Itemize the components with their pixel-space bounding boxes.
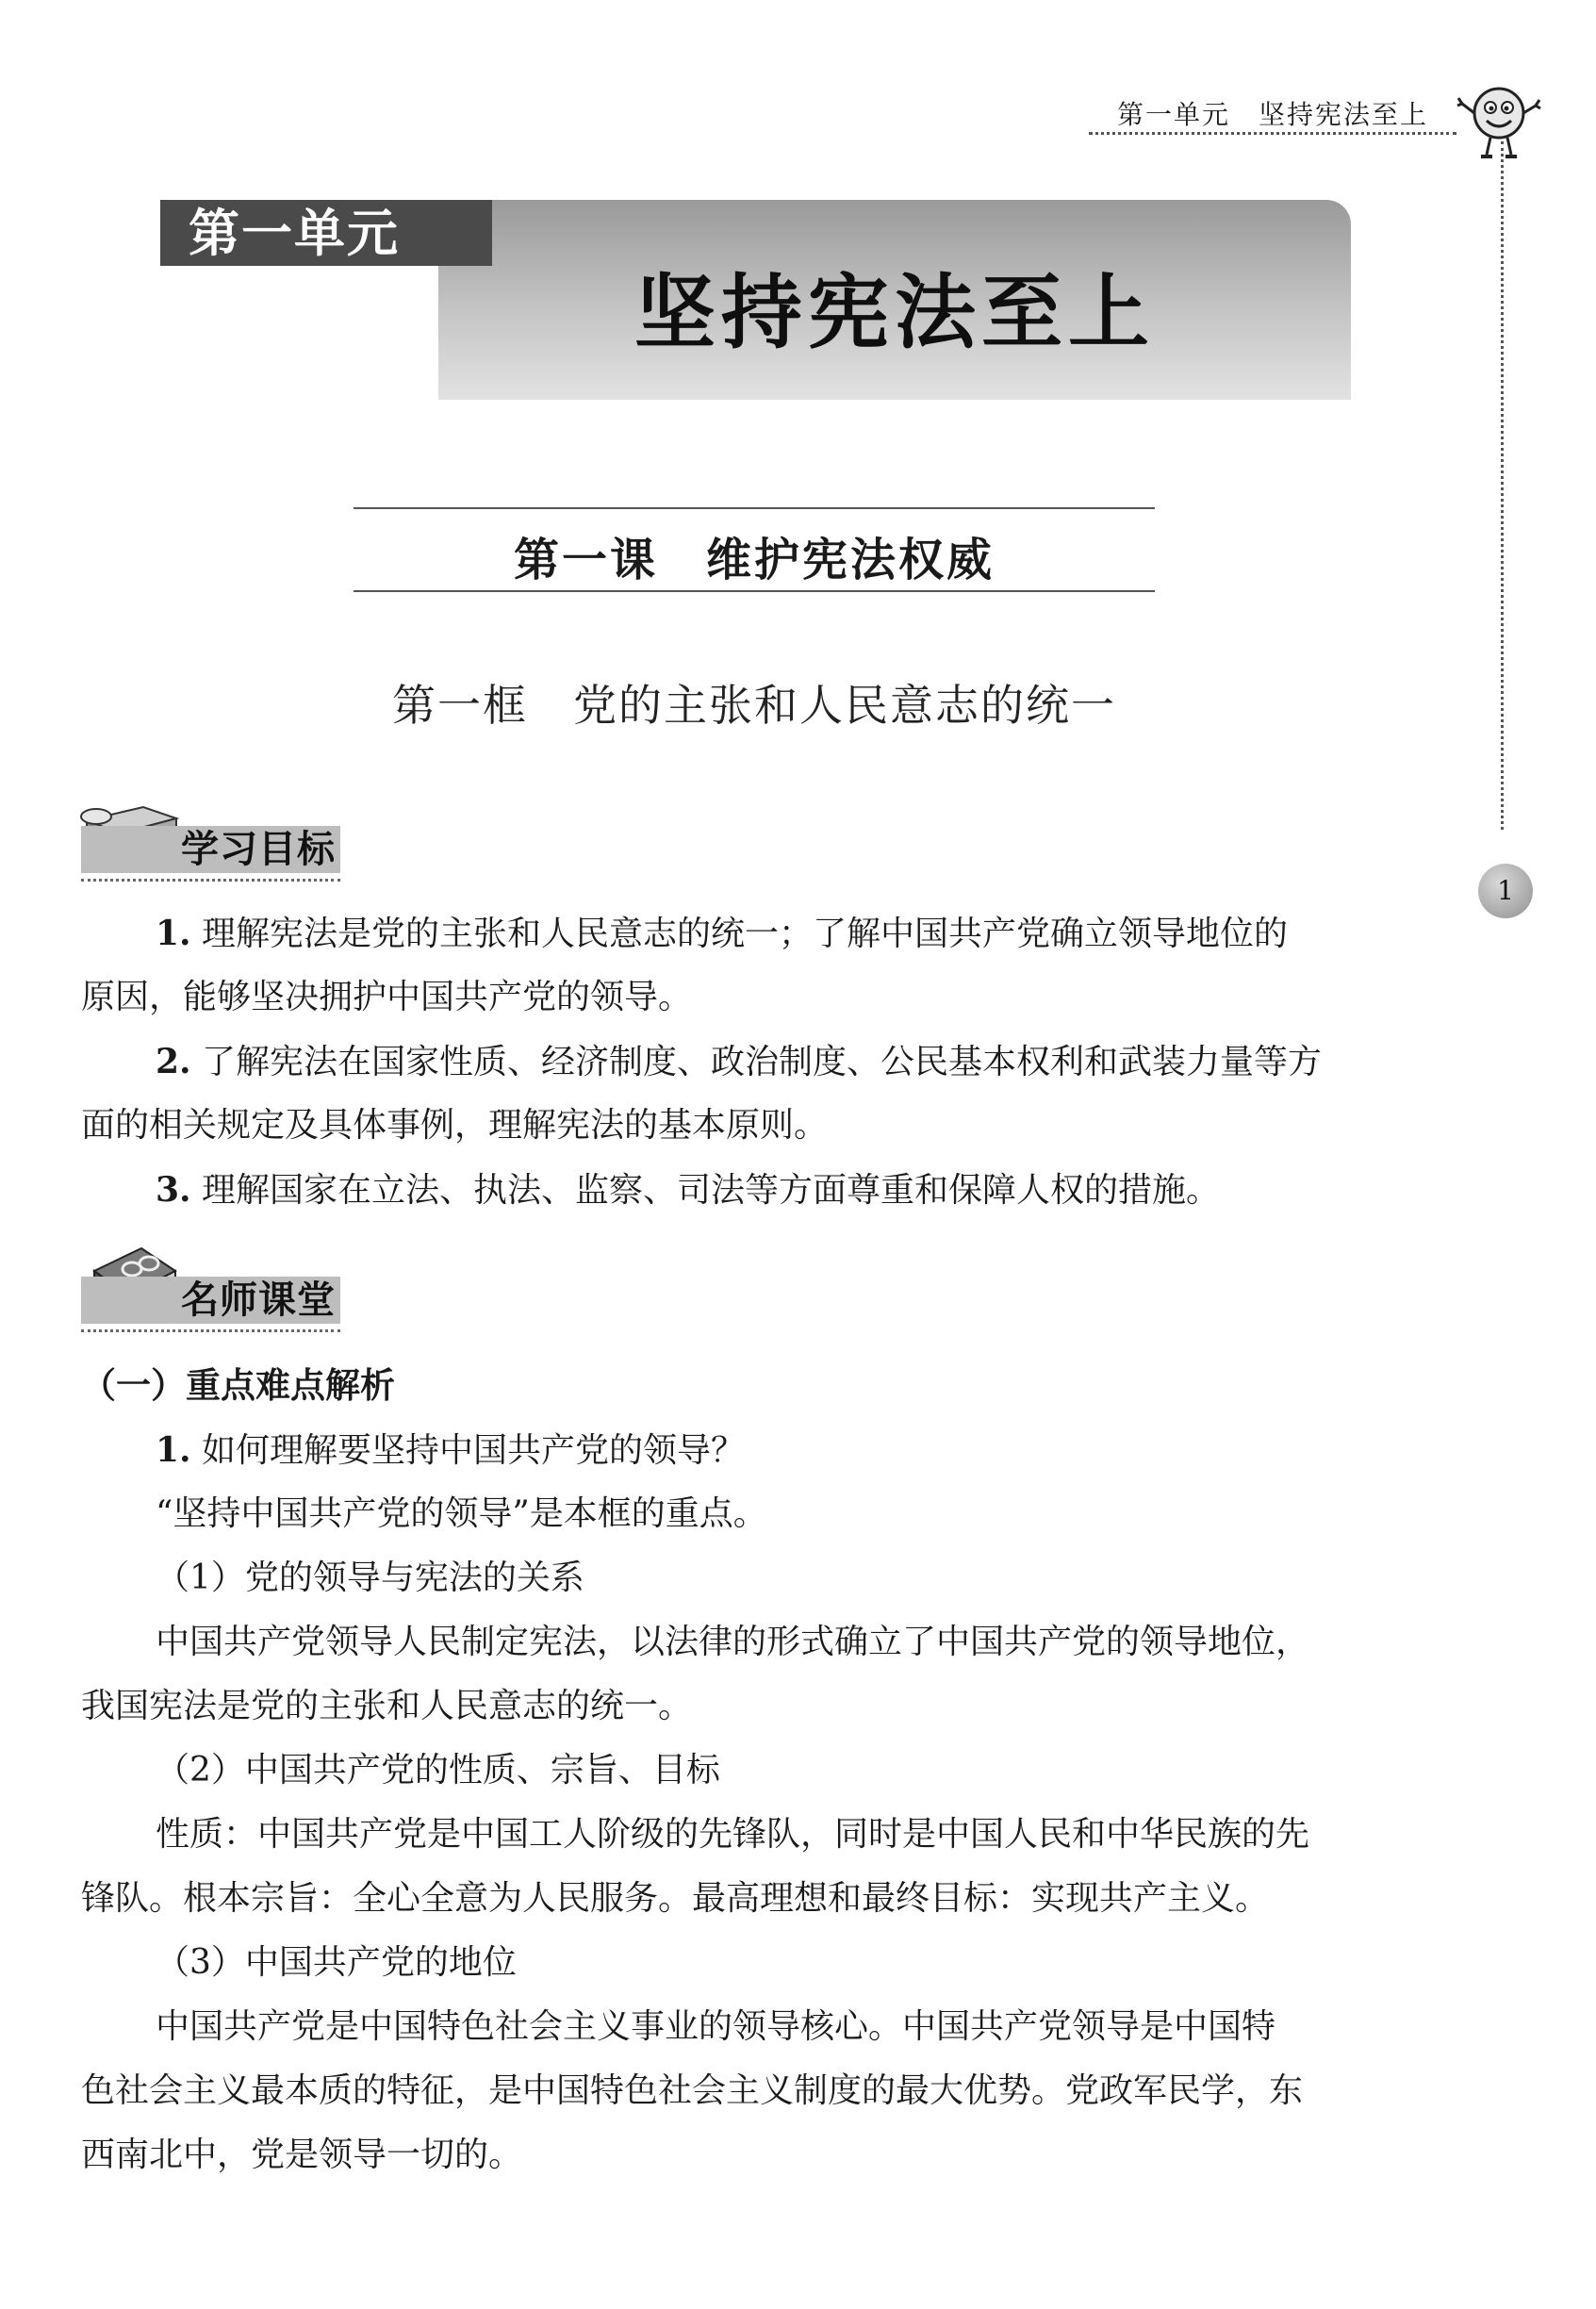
mascot-icon xyxy=(1456,75,1541,160)
classroom-heading-dots xyxy=(81,1329,340,1332)
unit-title: 坚持宪法至上 xyxy=(634,266,1155,360)
objectives-heading: 学习目标 xyxy=(181,828,336,871)
lesson-title: 第一课 维护宪法权威 xyxy=(513,534,995,586)
objective-1-line-2: 原因，能够坚决拥护中国共产党的领导。 xyxy=(81,978,693,1016)
objective-2-line-2: 面的相关规定及具体事例，理解宪法的基本原则。 xyxy=(81,1106,829,1145)
point-1-heading: （1）党的领导与宪法的关系 xyxy=(156,1559,584,1597)
objective-3-line-1: 3. 理解国家在立法、执法、监察、司法等方面尊重和保障人权的措施。 xyxy=(156,1170,1221,1210)
point-1-line-2: 我国宪法是党的主张和人民意志的统一。 xyxy=(81,1687,693,1725)
page-number-badge xyxy=(1478,864,1533,918)
intro-line: “坚持中国共产党的领导”是本框的重点。 xyxy=(156,1494,767,1533)
page-number: 1 xyxy=(1497,875,1514,906)
point-2-heading: （2）中国共产党的性质、宗旨、目标 xyxy=(156,1751,720,1789)
point-3-line-2: 色社会主义最本质的特征，是中国特色社会主义制度的最大优势。党政军民学，东 xyxy=(81,2071,1304,2110)
objective-1-line-1: 1. 理解宪法是党的主张和人民意志的统一；了解中国共产党确立领导地位的 xyxy=(156,914,1289,953)
classroom-heading: 名师课堂 xyxy=(181,1278,336,1322)
objective-2-line-1: 2. 了解宪法在国家性质、经济制度、政治制度、公民基本权利和武装力量等方 xyxy=(156,1042,1323,1081)
point-3-line-3: 西南北中，党是领导一切的。 xyxy=(81,2136,523,2174)
point-3-line-1: 中国共产党是中国特色社会主义事业的领导核心。中国共产党领导是中国特 xyxy=(156,2007,1276,2046)
lesson-rule-top xyxy=(354,507,1155,509)
question-1: 1. 如何理解要坚持中国共产党的领导？ xyxy=(156,1430,746,1470)
running-header: 第一单元 坚持宪法至上 xyxy=(1117,99,1429,130)
frame-title: 第一框 党的主张和人民意志的统一 xyxy=(392,680,1116,731)
point-2-line-2: 锋队。根本宗旨：全心全意为人民服务。最高理想和最终目标：实现共产主义。 xyxy=(81,1879,1270,1918)
side-dotted-rule xyxy=(1501,141,1504,830)
unit-label: 第一单元 xyxy=(189,203,400,263)
point-1-line-1: 中国共产党领导人民制定宪法，以法律的形式确立了中国共产党的领导地位， xyxy=(156,1623,1310,1661)
classroom-subheading: （一）重点难点解析 xyxy=(81,1365,395,1406)
lesson-rule-bottom xyxy=(354,590,1155,592)
objectives-heading-dots xyxy=(81,879,340,882)
point-3-heading: （3）中国共产党的地位 xyxy=(156,1943,517,1982)
point-2-line-1: 性质：中国共产党是中国工人阶级的先锋队，同时是中国人民和中华民族的先 xyxy=(156,1815,1310,1854)
header-dotted-rule xyxy=(1089,132,1456,135)
